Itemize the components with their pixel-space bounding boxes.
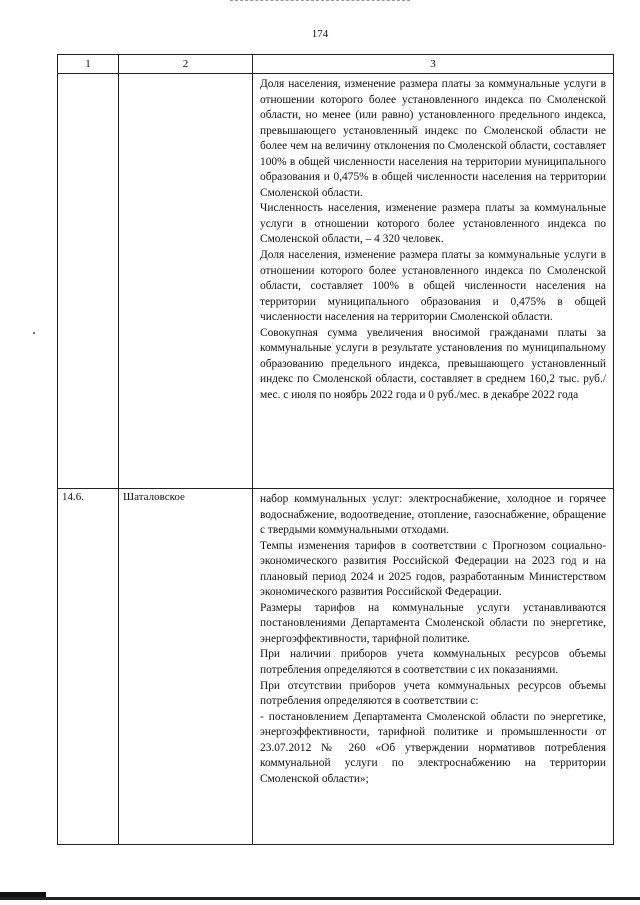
paragraph: Совокупная сумма увеличения вносимой гражданами платы за коммунальные услуги в результате установления по муниципальному образованию предельного индекса, превышающего установленный индекс по Смоленской области, составляет в среднем 160,2 тыс. руб./мес. с июля по ноябрь 2022 года и 0 руб./мес. в декабре 2022 года <box>260 326 606 401</box>
row-number-cell: 14.6. <box>58 489 119 845</box>
paragraph: набор коммунальных услуг: электроснабжение, холодное и горячее водоснабжение, водоотведение, отопление, газоснабжение, обращение с твердыми коммунальными отходами. <box>260 493 606 537</box>
scan-artifact-bottom-line <box>0 897 640 900</box>
municipality-name-cell <box>119 74 253 489</box>
row-number-cell <box>58 74 119 489</box>
column-header-3: 3 <box>253 55 614 74</box>
scan-artifact-top <box>230 0 410 2</box>
paragraph: Доля населения, изменение размера платы за коммунальные услуги в отношении которого более установленного индекса по Смоленской области, но менее (или равно) установленного предельного индекса, превышающего установленный индекс по Смоленской области не более чем на величину отклонения по Смоленской области, составляет 100% в общей численности населения на территории муниципального образования и 0,475% в общей численности населения на территории Смоленской области. <box>260 78 606 199</box>
paragraph: Темпы изменения тарифов в соответствии с Прогнозом социально-экономического развития Российской Федерации на 2023 год и на плановый период 2024 и 2025 годов, разработанным Министерством экономического развития Российской Федерации. <box>260 539 606 599</box>
paragraph: При наличии приборов учета коммунальных ресурсов объемы потребления определяются в соответствии с их показаниями. <box>260 648 606 677</box>
column-header-2: 2 <box>119 55 253 74</box>
paragraph: - постановлением Департамента Смоленской области по энергетике, энергоэффективности, тарифной политике и промышленности от 23.07.2012 № 260 «Об утверждении нормативов потребления коммунальной услуги по электроснабжению на территории Смоленской области»; <box>260 710 606 785</box>
description-cell <box>253 489 614 845</box>
scan-artifact-dot <box>33 332 35 334</box>
page-number: 174 <box>311 28 329 40</box>
table-row <box>58 489 614 845</box>
paragraph: Численность населения, изменение размера платы за коммунальные услуги в отношении которого более установленного индекса по Смоленской области, – 4 320 человек. <box>260 202 606 246</box>
column-header-1: 1 <box>58 55 119 74</box>
description-cell <box>253 74 614 489</box>
data-table <box>57 54 614 845</box>
paragraph: При отсутствии приборов учета коммунальных ресурсов объемы потребления определяются в соответствии с: <box>260 679 606 708</box>
paragraph: Доля населения, изменение размера платы за коммунальные услуги в отношении которого более установленного индекса по Смоленской области, составляет 100% в общей численности населения на территории муниципального образования и 0,475% в общей численности населения на территории Смоленской области. <box>260 249 606 324</box>
table-row <box>58 74 614 489</box>
table-header-row <box>58 55 614 74</box>
paragraph: Размеры тарифов на коммунальные услуги устанавливаются постановлениями Департамента Смоленской области по энергетике, энергоэффективности, тарифной политике. <box>260 601 606 645</box>
municipality-name-cell: Шаталовское <box>119 489 253 845</box>
